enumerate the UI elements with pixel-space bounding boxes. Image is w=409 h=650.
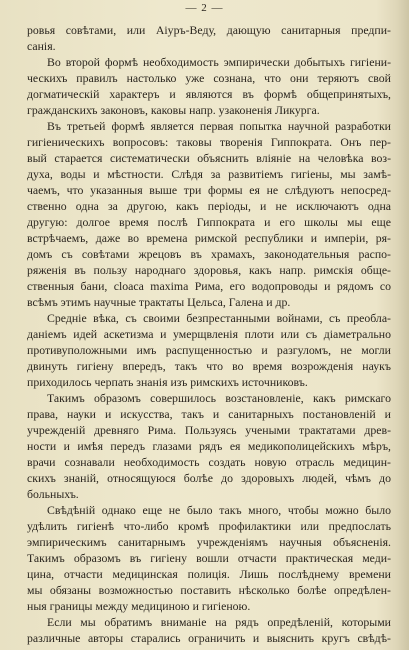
text-line: Если мы обратимъ вниманіе на рядъ опредѣленій, которыми	[47, 615, 391, 629]
text-line: скихъ знаній, относящуюся болѣе до здоровыхъ людей, чѣмъ до	[27, 471, 391, 485]
paragraph	[27, 22, 391, 54]
text-line: ровья совѣтами, или Аіуръ-Веду, дающую санитарныя предпи-	[27, 23, 391, 37]
paragraph	[27, 390, 391, 502]
text-line: другую: долгое время послѣ Гиппократа и его школы мы еще	[27, 215, 391, 229]
text-line: ственныя бани, cloaca maxima Рима, его водопроводы и рядомъ со	[27, 279, 391, 293]
text-line: различные авторы старались ограничить и выяснить кругъ свѣдѣ-	[27, 631, 391, 645]
text-line: противуположными имъ распущенностью и разгуломъ, не могли	[27, 343, 391, 357]
text-line: Во второй формѣ необходимость эмпирически добытыхъ гигіени-	[47, 55, 391, 69]
text-line: ныя границы между медициною и гигіеною.	[27, 599, 251, 613]
text-line: удѣлить гигіенѣ что-либо кромѣ профилактики или предпослать	[27, 519, 391, 533]
text-line: санія.	[27, 39, 56, 53]
text-line: мы обязаны возможностью поставить нѣсколько болѣе опредѣлен-	[27, 583, 391, 597]
text-line: врачи сознавали необходимость создать новую отрасль медицин-	[27, 455, 391, 469]
text-line: ственно одна за другою, какъ періоды, и не исключаютъ одна	[27, 199, 391, 213]
text-line: Свѣдѣній однако еще не было такъ много, чтобы можно было	[47, 503, 391, 517]
paragraph	[27, 310, 391, 390]
text-line: Такимъ образомъ въ гигіену вошли отчасти практическая меди-	[27, 551, 391, 565]
text-line: приходилось черпать знанія изъ римскихъ источниковъ.	[27, 375, 308, 389]
text-line: Средніе вѣка, съ своими безпрестанными войнами, съ преобла-	[47, 311, 391, 325]
text-line: Въ третьей формѣ является первая попытка научной разработки	[47, 119, 391, 133]
text-line: встрѣчаемъ, даже во времена римской республики и имперіи, ря-	[27, 231, 391, 245]
text-line: чаемъ, что указанныя выше три формы ея не слѣдуютъ непосред-	[27, 183, 391, 197]
text-line: эмпирическимъ санитарнымъ учрежденіямъ научныя объясненія.	[27, 535, 391, 549]
text-line: даніемъ идей аскетизма и умерщвленія плоти или съ діаметрально	[27, 327, 391, 341]
paragraph	[27, 614, 391, 646]
paragraph	[27, 502, 391, 614]
text-line: Такимъ образомъ совершилось возстановленіе, какъ римскаго	[47, 391, 391, 405]
text-line: ности и имѣя передъ глазами рядъ ея медикополицейскихъ мѣръ,	[27, 439, 391, 453]
paragraph	[27, 118, 391, 310]
text-line: гражданскихъ законовъ, каковы напр. узаконенія Ликурга.	[27, 103, 320, 117]
paragraph	[27, 54, 391, 118]
text-line: учрежденій древняго Рима. Пользуясь учеными трактатами древ-	[27, 423, 391, 437]
text-line: больныхъ.	[27, 487, 79, 501]
text-line: цина, отчасти медицинская полиція. Лишь послѣднему времени	[27, 567, 391, 581]
page-text	[27, 22, 391, 646]
text-line: вый старается систематически объяснить вліяніе на человѣка воз-	[27, 151, 391, 165]
text-line: ческихъ правилъ настолько уже сознана, что они теряютъ свой	[27, 71, 391, 85]
text-line: права, науки и искусства, такъ и санитарныхъ постановленій и	[27, 407, 391, 421]
page-number: — 2 —	[185, 2, 224, 14]
text-line: духа, воды и мѣстности. Слѣдя за развитіемъ гигіены, мы замѣ-	[27, 167, 391, 181]
text-line: догматическій характеръ и являются въ формѣ общепринятыхъ,	[27, 87, 391, 101]
text-line: домъ съ совѣтами жрецовъ въ храмахъ, законодательныя распо-	[27, 247, 391, 261]
text-line: ряженія въ пользу народнаго здоровья, какъ напр. римскія обще-	[27, 263, 391, 277]
text-line: двинуть гигіену впередъ, такъ что во время возрожденія наукъ	[27, 359, 391, 373]
text-line: гигіеническихъ вопросовъ: таковы творенія Гиппократа. Онъ пер-	[27, 135, 391, 149]
text-line: всѣмъ этимъ научные трактаты Цельса, Галена и др.	[27, 295, 291, 309]
